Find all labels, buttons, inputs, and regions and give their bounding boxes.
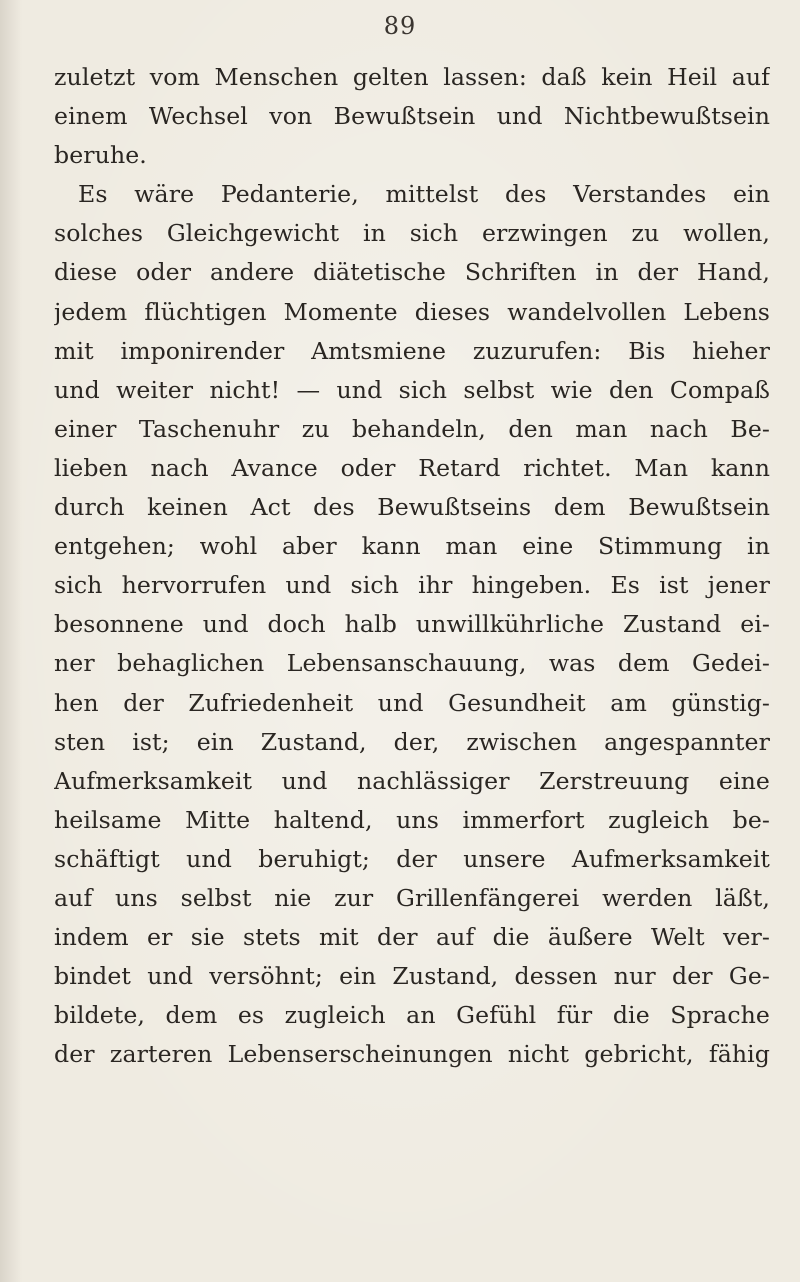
text-line: entgehen; wohl aber kann man eine Stimmung in — [54, 532, 770, 561]
text-line: solches Gleichgewicht in sich erzwingen zu wollen, — [54, 219, 770, 248]
text-line: besonnene und doch halb unwillkührliche Zustand ei- — [54, 610, 770, 639]
text-line: indem er sie stets mit der auf die äußere Welt ver- — [54, 923, 770, 952]
text-line: Aufmerksamkeit und nachlässiger Zerstreuung eine — [54, 766, 770, 795]
body-text — [54, 58, 770, 1074]
text-line: lieben nach Avance oder Retard richtet. Man kann — [54, 453, 770, 482]
text-line: und weiter nicht! — und sich selbst wie den Compaß — [54, 375, 770, 404]
text-line: Es wäre Pedanterie, mittelst des Verstandes ein — [78, 180, 770, 209]
text-line: hen der Zufriedenheit und Gesundheit am günstig- — [54, 688, 770, 717]
text-line: ner behaglichen Lebensanschauung, was dem Gedei- — [54, 649, 770, 678]
text-line: schäftigt und beruhigt; der unsere Aufmerksamkeit — [54, 844, 770, 873]
text-line: sich hervorrufen und sich ihr hingeben. Es ist jener — [54, 571, 770, 600]
text-line: einer Taschenuhr zu behandeln, den man nach Be- — [54, 414, 770, 443]
text-line: bildete, dem es zugleich an Gefühl für die Sprache — [54, 1001, 770, 1030]
text-line: der zarteren Lebenserscheinungen nicht gebricht, fähig — [54, 1040, 770, 1069]
text-line: bindet und versöhnt; ein Zustand, dessen nur der Ge- — [54, 962, 770, 991]
text-line: durch keinen Act des Bewußtseins dem Bewußtsein — [54, 493, 770, 522]
page-gutter-shadow — [0, 0, 22, 1282]
text-line: beruhe. — [54, 141, 147, 170]
text-line: mit imponirender Amtsmiene zuzurufen: Bis hieher — [54, 336, 770, 365]
text-line: zuletzt vom Menschen gelten lassen: daß kein Heil auf — [54, 63, 770, 91]
text-line: jedem flüchtigen Momente dieses wandelvollen Lebens — [54, 297, 770, 326]
text-line: auf uns selbst nie zur Grillenfängerei werden läßt, — [54, 883, 770, 912]
text-line: diese oder andere diätetische Schriften in der Hand, — [54, 258, 770, 287]
text-line: sten ist; ein Zustand, der, zwischen angespannter — [54, 727, 770, 756]
page-number: 89 — [383, 12, 417, 40]
text-line: einem Wechsel von Bewußtsein und Nichtbewußtsein — [54, 102, 770, 131]
text-line: heilsame Mitte haltend, uns immerfort zugleich be- — [54, 805, 770, 834]
